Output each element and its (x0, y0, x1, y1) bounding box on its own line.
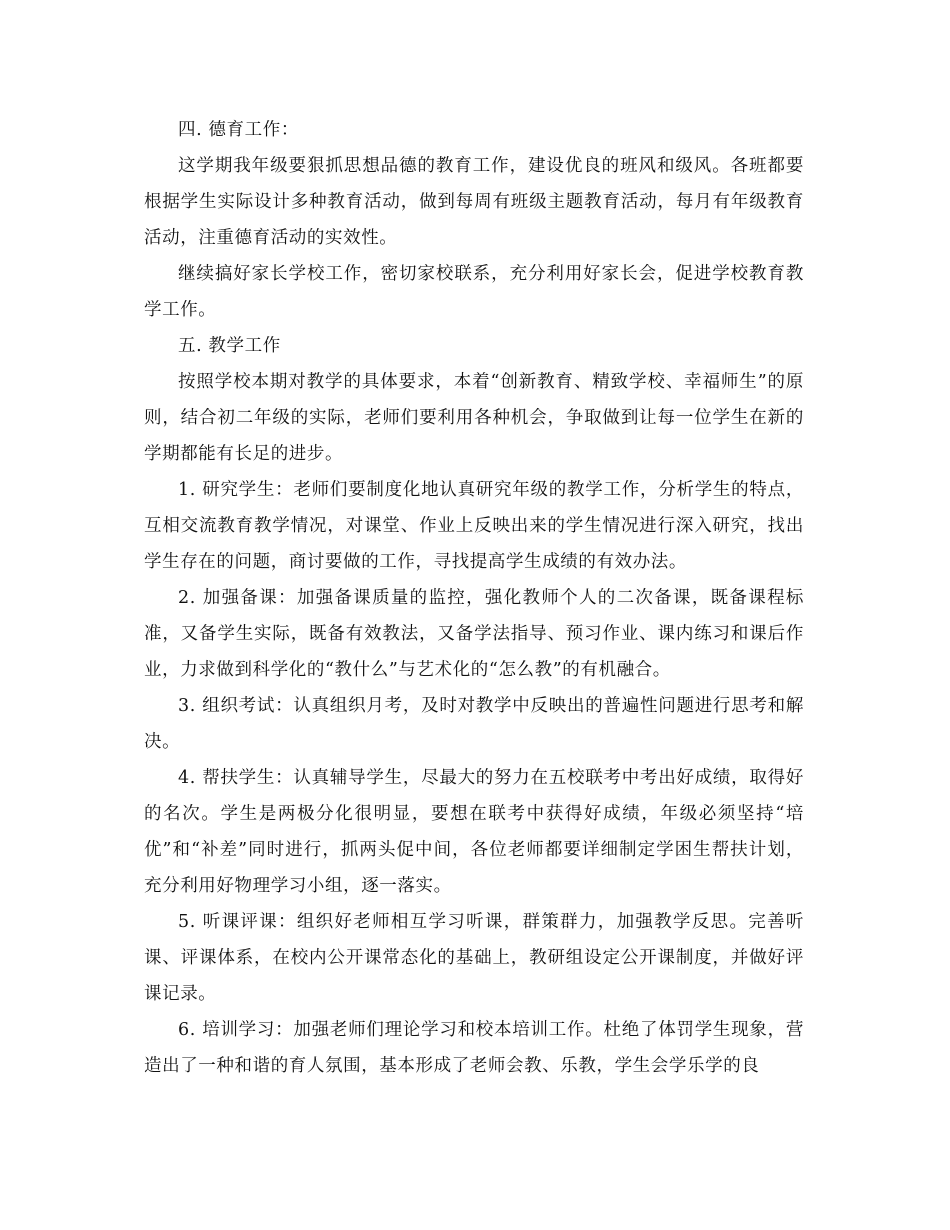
paragraph-teaching-intro: 按照学校本期对教学的具体要求，本着“创新教育、精致学校、幸福师生”的原则，结合初二年级的实际，老师们要利用各种机会，争取做到让每一位学生在新的学期都能有长足的进步。 (144, 372, 804, 464)
document-body (144, 112, 804, 1084)
paragraph-moral-work: 这学期我年级要狠抓思想品德的教育工作，建设优良的班风和级风。各班都要根据学生实际设计多种教育活动，做到每周有班级主题教育活动，每月有年级教育活动，注重德育活动的实效性。 (144, 156, 804, 248)
list-item-tutoring: 4. 帮扶学生：认真辅导学生，尽最大的努力在五校联考中考出好成绩，取得好的名次。学生是两极分化很明显，要想在联考中获得好成绩，年级必须坚持“培优”和“补差”同时进行，抓两头促中间，各位老师都要详细制定学困生帮扶计划，充分利用好物理学习小组，逐一落实。 (144, 768, 804, 896)
list-item-exams: 3. 组织考试：认真组织月考，及时对教学中反映出的普遍性问题进行思考和解决。 (144, 696, 804, 752)
paragraph-parent-school: 继续搞好家长学校工作，密切家校联系，充分利用好家长会，促进学校教育教学工作。 (144, 264, 804, 320)
list-item-training: 6. 培训学习：加强老师们理论学习和校本培训工作。杜绝了体罚学生现象，营造出了一种和谐的育人氛围，基本形成了老师会教、乐教，学生会学乐学的良 (144, 1020, 804, 1076)
list-item-study-students: 1. 研究学生：老师们要制度化地认真研究年级的教学工作，分析学生的特点，互相交流教育教学情况，对课堂、作业上反映出来的学生情况进行深入研究，找出学生存在的问题，商讨要做的工作，寻找提高学生成绩的有效办法。 (144, 480, 804, 572)
list-item-lesson-observation: 5. 听课评课：组织好老师相互学习听课，群策群力，加强教学反思。完善听课、评课体系，在校内公开课常态化的基础上，教研组设定公开课制度，并做好评课记录。 (144, 912, 804, 1004)
section-heading-moral: 四. 德育工作： (178, 120, 299, 140)
list-item-lesson-prep: 2. 加强备课：加强备课质量的监控，强化教师个人的二次备课，既备课程标准，又备学生实际，既备有效教法，又备学法指导、预习作业、课内练习和课后作业，力求做到科学化的“教什么”与艺术化的“怎么教”的有机融合。 (144, 588, 804, 680)
section-heading-teaching: 五. 教学工作 (178, 336, 281, 356)
